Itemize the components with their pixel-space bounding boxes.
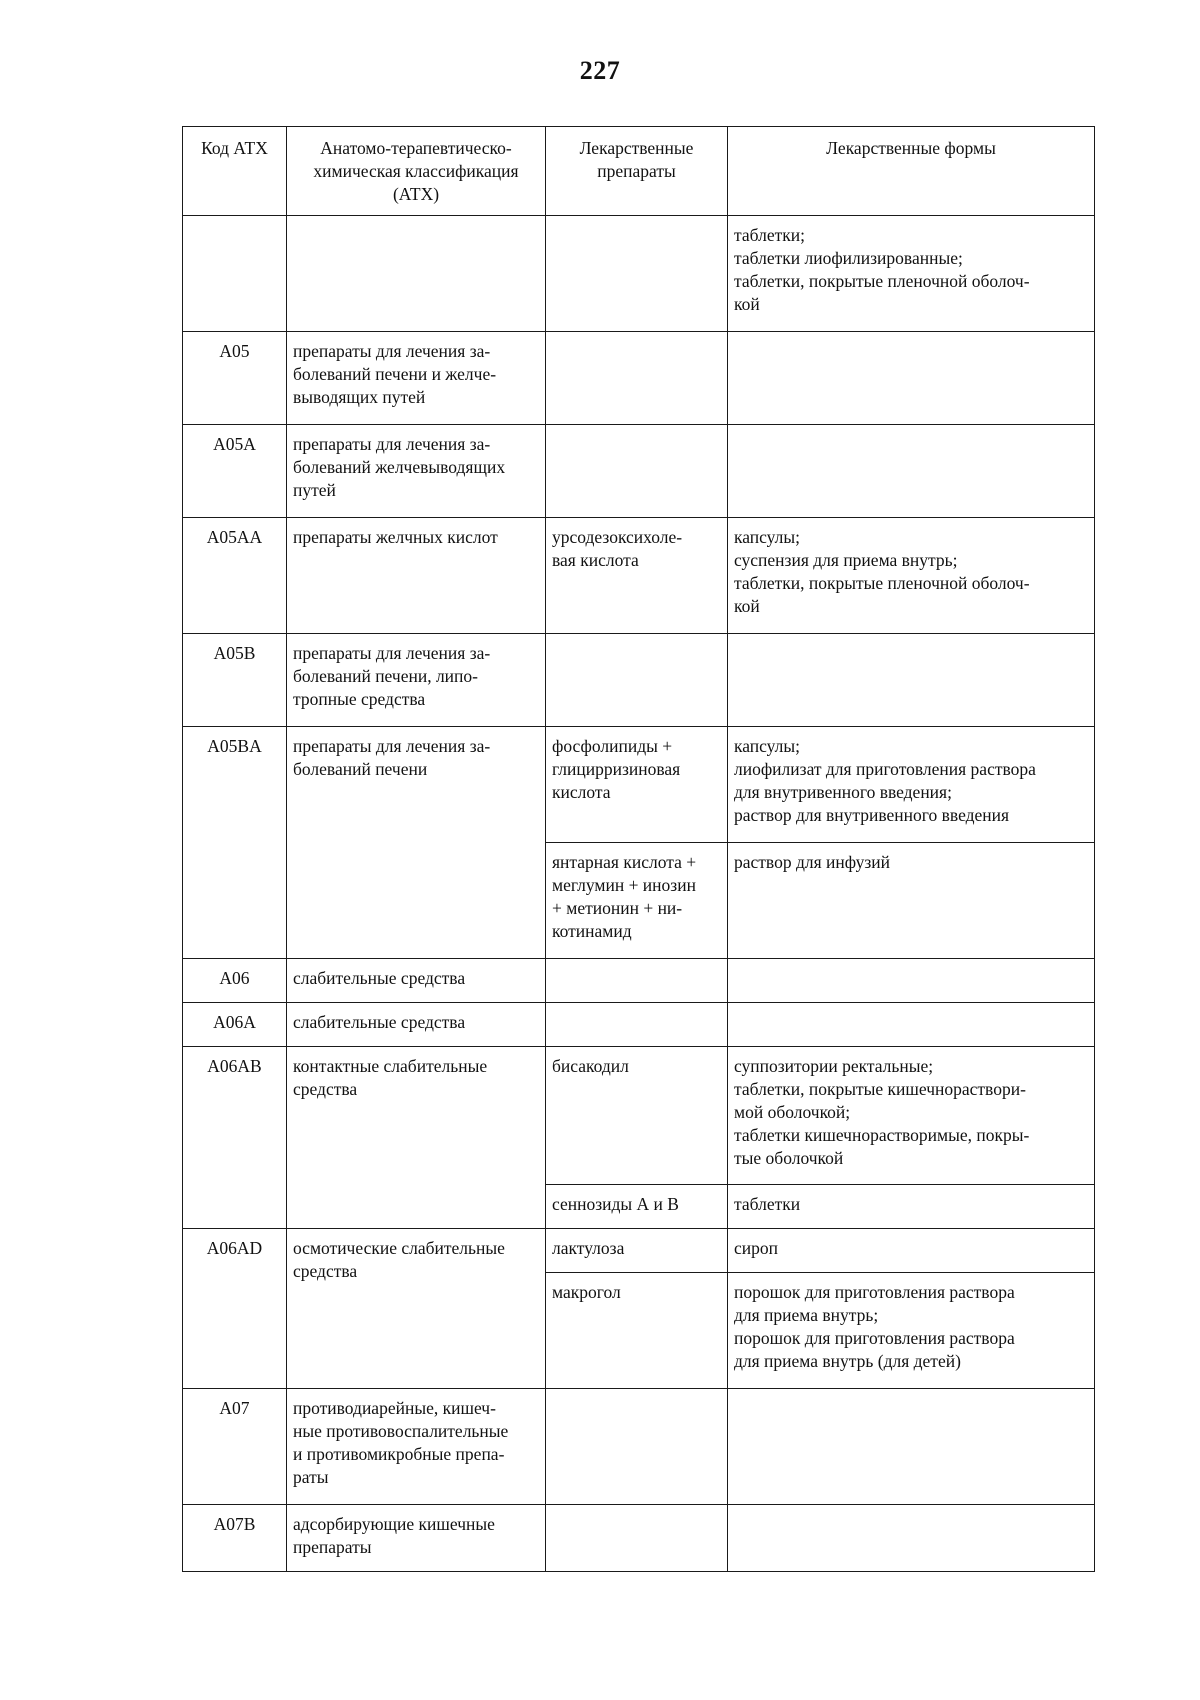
header-drugs: Лекарственные препараты <box>546 127 728 216</box>
forms-cell <box>728 1003 1095 1047</box>
classification-cell: адсорбирующие кишечные препараты <box>287 1505 546 1572</box>
drug-cell: бисакодил <box>546 1047 728 1185</box>
table-row <box>183 959 1095 1003</box>
header-code: Код АТХ <box>183 127 287 216</box>
atx-code-cell: A06 <box>183 959 287 1003</box>
atx-code-cell: A07 <box>183 1389 287 1505</box>
drug-cell <box>546 425 728 518</box>
forms-cell: капсулы; лиофилизат для приготовления раствора для внутривенного введения; раствор для внутривенного введения <box>728 727 1095 843</box>
classification-cell: слабительные средства <box>287 1003 546 1047</box>
header-forms: Лекарственные формы <box>728 127 1095 216</box>
table-row <box>183 1389 1095 1505</box>
table-row <box>183 216 1095 332</box>
drug-cell <box>546 216 728 332</box>
forms-cell <box>728 959 1095 1003</box>
table-header-row <box>183 127 1095 216</box>
drug-cell: янтарная кислота + меглумин + инозин + метионин + ни- котинамид <box>546 843 728 959</box>
classification-cell: противодиарейные, кишеч- ные противовоспалительные и противомикробные препа- раты <box>287 1389 546 1505</box>
drug-cell <box>546 959 728 1003</box>
atx-code-cell: A06AD <box>183 1229 287 1389</box>
classification-cell: контактные слабительные средства <box>287 1047 546 1229</box>
atx-code-cell: A05B <box>183 634 287 727</box>
forms-cell: таблетки; таблетки лиофилизированные; таблетки, покрытые пленочной оболоч- кой <box>728 216 1095 332</box>
classification-cell: препараты желчных кислот <box>287 518 546 634</box>
forms-cell <box>728 332 1095 425</box>
table-row <box>183 1003 1095 1047</box>
drug-cell <box>546 1003 728 1047</box>
drug-cell: лактулоза <box>546 1229 728 1273</box>
table-row <box>183 1229 1095 1273</box>
table-row <box>183 1047 1095 1185</box>
atx-code-cell: A05A <box>183 425 287 518</box>
forms-cell: сироп <box>728 1229 1095 1273</box>
forms-cell <box>728 634 1095 727</box>
forms-cell: капсулы; суспензия для приема внутрь; таблетки, покрытые пленочной оболоч- кой <box>728 518 1095 634</box>
table-row <box>183 727 1095 843</box>
classification-cell: препараты для лечения за- болеваний печени и желче- выводящих путей <box>287 332 546 425</box>
forms-cell: порошок для приготовления раствора для приема внутрь; порошок для приготовления раствора для приема внутрь (для детей) <box>728 1273 1095 1389</box>
atx-drug-table <box>182 126 1095 1572</box>
drug-cell: макрогол <box>546 1273 728 1389</box>
atx-code-cell: A07B <box>183 1505 287 1572</box>
forms-cell <box>728 1505 1095 1572</box>
header-classification: Анатомо-терапевтическо- химическая классификация (АТХ) <box>287 127 546 216</box>
drug-cell <box>546 634 728 727</box>
forms-cell: таблетки <box>728 1185 1095 1229</box>
classification-cell: осмотические слабительные средства <box>287 1229 546 1389</box>
page-number: 227 <box>579 56 621 85</box>
forms-cell <box>728 425 1095 518</box>
classification-cell: препараты для лечения за- болеваний желчевыводящих путей <box>287 425 546 518</box>
table-row <box>183 518 1095 634</box>
forms-cell: суппозитории ректальные; таблетки, покрытые кишечнораствори- мой оболочкой; таблетки кишечнорастворимые, покры- тые оболочкой <box>728 1047 1095 1185</box>
forms-cell <box>728 1389 1095 1505</box>
classification-cell: препараты для лечения за- болеваний печени, липо- тропные средства <box>287 634 546 727</box>
drug-cell <box>546 332 728 425</box>
table-row <box>183 634 1095 727</box>
atx-code-cell: A05 <box>183 332 287 425</box>
drug-cell: фосфолипиды + глицирризиновая кислота <box>546 727 728 843</box>
forms-cell: раствор для инфузий <box>728 843 1095 959</box>
classification-cell: слабительные средства <box>287 959 546 1003</box>
table-row <box>183 425 1095 518</box>
drug-cell: сеннозиды А и В <box>546 1185 728 1229</box>
atx-code-cell <box>183 216 287 332</box>
drug-cell: урсодезоксихоле- вая кислота <box>546 518 728 634</box>
classification-cell: препараты для лечения за- болеваний печени <box>287 727 546 959</box>
atx-code-cell: A06A <box>183 1003 287 1047</box>
atx-code-cell: A05AA <box>183 518 287 634</box>
atx-code-cell: A06AB <box>183 1047 287 1229</box>
classification-cell <box>287 216 546 332</box>
atx-code-cell: A05BA <box>183 727 287 959</box>
drug-cell <box>546 1389 728 1505</box>
table-row <box>183 1505 1095 1572</box>
table-row <box>183 332 1095 425</box>
drug-cell <box>546 1505 728 1572</box>
